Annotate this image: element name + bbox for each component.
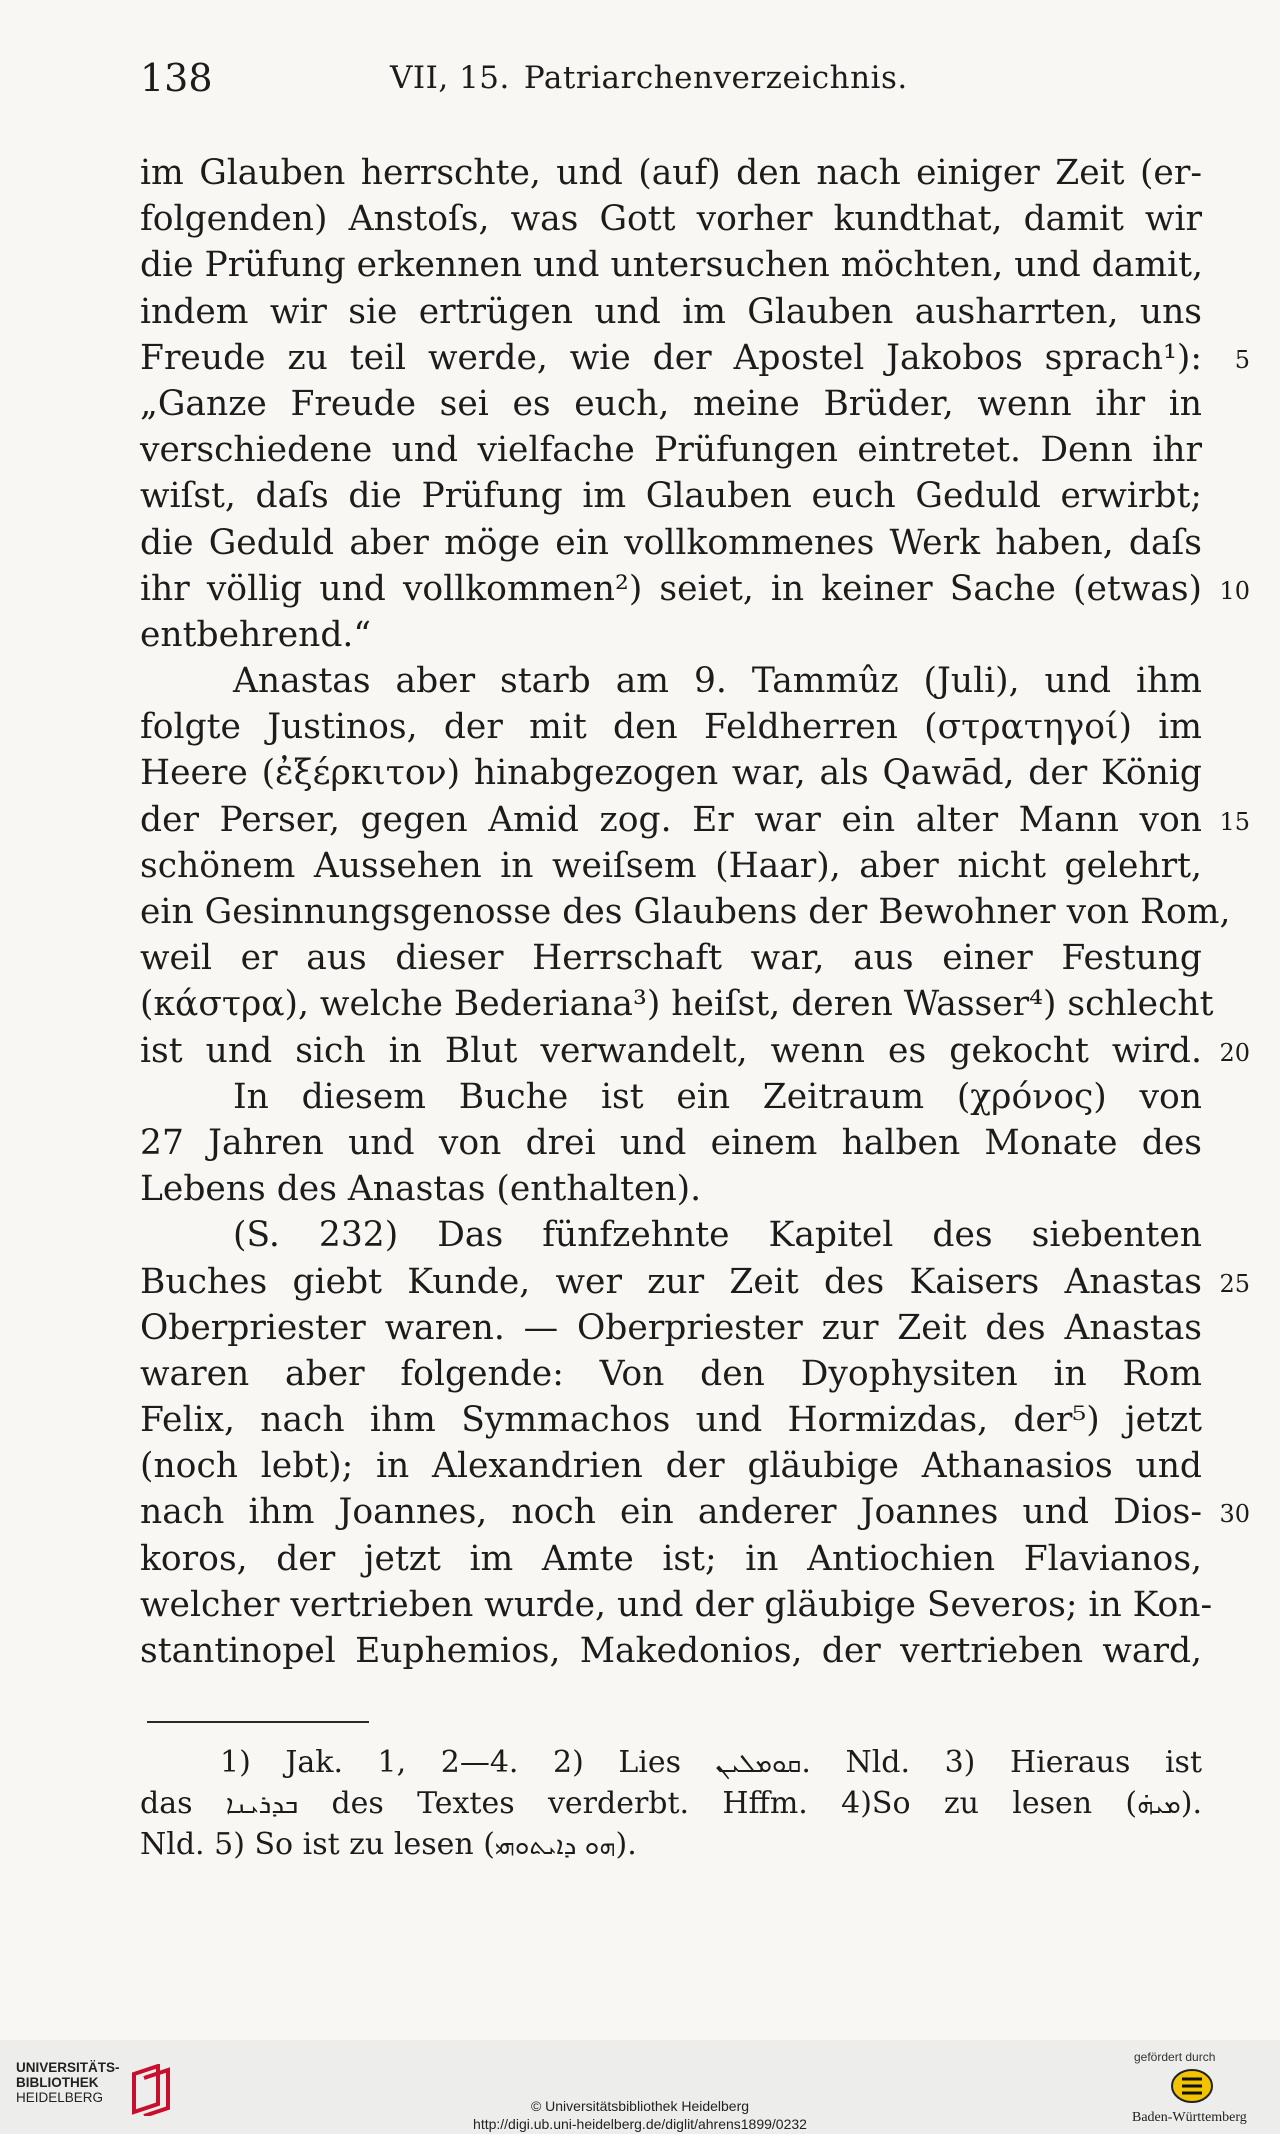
sponsor-block [1120, 2048, 1270, 2132]
line-text: schönem Aussehen in weiſsem (Haar), aber nicht gelehrt, [140, 845, 1202, 886]
sponsor-label: gefördert durch [1134, 2050, 1216, 2064]
text-line [140, 242, 1202, 288]
text-line [140, 981, 1214, 1027]
line-text: Oberpriester waren. — Oberpriester zur Zeit des Anastas [140, 1307, 1202, 1348]
line-text: „Ganze Freude sei es euch, meine Brüder, wenn ihr in [140, 383, 1202, 424]
footnote-rule [147, 1721, 369, 1723]
line-text: die Geduld aber möge ein vollkommenes Werk haben, daſs [140, 522, 1202, 563]
text-line [140, 289, 1202, 335]
line-text: 27 Jahren und von drei und einem halben Monate des [140, 1122, 1202, 1163]
line-text: In diesem Buche ist ein Zeitraum (χρόνος) von [233, 1076, 1202, 1117]
text-line [140, 520, 1202, 566]
line-text: folgte Justinos, der mit den Feldherren (στρατηγοί) im [140, 707, 1202, 748]
running-header [140, 56, 1200, 106]
line-text: welcher vertrieben wurde, und der gläubige Severos; in Kon- [140, 1584, 1213, 1625]
text-line [140, 1212, 1202, 1258]
syriac-word: ܩܘܡܠܝܢ [715, 1749, 802, 1779]
text-line [140, 612, 1202, 658]
permalink[interactable]: http://digi.ub.uni-heidelberg.de/diglit/ahrens1899/0232 [473, 2116, 807, 2132]
line-text: entbehrend.“ [140, 614, 372, 655]
text-line [140, 1536, 1202, 1582]
line-text: folgenden) Anstoſs, was Gott vorher kundthat, damit wir [140, 199, 1202, 240]
chapter-title: Patriarchenverzeichnis. [523, 60, 908, 96]
line-text: ein Gesinnungsgenosse des Glaubens der Bewohner von Rom, [140, 892, 1231, 932]
line-text: waren aber folgende: Von den Dyophysiten in Rom [140, 1353, 1202, 1394]
text-line [140, 1489, 1250, 1535]
text-line [140, 1443, 1202, 1489]
line-number: 15 [1219, 807, 1250, 836]
line-number: 30 [1219, 1500, 1250, 1529]
text-line [140, 1259, 1250, 1305]
line-text: ist und sich in Blut verwandelt, wenn es gekocht wird. [140, 1030, 1202, 1071]
text-line [140, 473, 1202, 519]
text-line [140, 1305, 1202, 1351]
line-text: Anastas aber starb am 9. Tammûz (Juli), und ihm [233, 661, 1202, 702]
text-line [140, 150, 1202, 196]
line-text: ihr völlig und vollkommen²) seiet, in keiner Sache (etwas) [140, 568, 1202, 609]
text-line [140, 1166, 1202, 1212]
text-line [140, 196, 1202, 242]
text-line [140, 1628, 1202, 1674]
line-text: stantinopel Euphemios, Makedonios, der vertrieben ward, [140, 1631, 1202, 1671]
line-text: indem wir sie ertrügen und im Glauben ausharrten, uns [140, 291, 1202, 332]
text-line [140, 1028, 1250, 1074]
text-line [140, 381, 1202, 427]
text-line [140, 704, 1202, 750]
text-line [140, 1351, 1202, 1397]
text-line [140, 1582, 1213, 1628]
text-line [140, 797, 1250, 843]
line-text: wiſst, daſs die Prüfung im Glauben euch Geduld erwirbt; [140, 476, 1202, 517]
line-number: 25 [1219, 1269, 1250, 1298]
text-line [140, 658, 1202, 704]
sponsor-name: Baden-Württemberg [1132, 2110, 1247, 2125]
footnotes [140, 1742, 1202, 1865]
line-text: nach ihm Joannes, noch ein anderer Joannes und Dios- [140, 1492, 1202, 1533]
page-number: 138 [140, 56, 213, 100]
body-text [140, 150, 1250, 1674]
line-text: Lebens des Anastas (enthalten). [140, 1169, 702, 1210]
line-number: 10 [1219, 576, 1250, 605]
text-line [140, 1120, 1202, 1166]
syriac-word: ܒܕܪܝܢܐ [225, 1790, 299, 1820]
section-ref: VII, 15. [390, 60, 510, 96]
text-line [140, 889, 1231, 935]
line-text: die Prüfung erkennen und untersuchen möchten, und damit, [140, 245, 1203, 286]
line-text: im Glauben herrschte, und (auf) den nach einiger Zeit (er- [140, 153, 1202, 193]
copyright-notice: © Universitätsbibliothek Heidelberg [530, 2098, 750, 2114]
line-text: (κάστρα), welche Bederiana³) heiſst, deren Wasser⁴) schlecht [140, 984, 1214, 1025]
footnote-line: das ܒܕܪܝܢܐ des Textes verderbt. Hffm. 4)So zu lesen (ܡܝܗ̇). [140, 1786, 1202, 1821]
library-name: UNIVERSITÄTS- BIBLIOTHEK HEIDELBERG [16, 2060, 120, 2105]
line-text: (S. 232) Das fünfzehnte Kapitel des siebenten [233, 1215, 1202, 1256]
text-line [140, 566, 1250, 612]
line-text: der Perser, gegen Amid zog. Er war ein alter Mann von [140, 799, 1202, 840]
syriac-word: ܗܘ ܕܐܝܬܘܗܝ [494, 1831, 616, 1861]
line-text: koros, der jetzt im Amte ist; in Antiochien Flavianos, [140, 1538, 1202, 1579]
text-line [140, 427, 1202, 473]
line-number: 5 [1234, 345, 1250, 374]
syriac-word: ܡܝܗ̇ [1137, 1790, 1181, 1820]
line-text: (noch lebt); in Alexandrien der gläubige Athanasios und [140, 1446, 1202, 1487]
text-line [140, 750, 1202, 796]
text-line [140, 1074, 1202, 1120]
running-title [390, 60, 908, 96]
text-line [140, 935, 1202, 981]
line-number: 20 [1219, 1038, 1250, 1067]
line-text: Buches giebt Kunde, wer zur Zeit des Kaisers Anastas [140, 1261, 1202, 1302]
text-line [140, 1397, 1202, 1443]
footnote-line: Nld. 5) So ist zu lesen (ܗܘ ܕܐܝܬܘܗܝ). [140, 1827, 637, 1862]
text-line [140, 843, 1202, 889]
footnote-line: 1) Jak. 1, 2—4. 2) Lies ܩܘܡܠܝܢ. Nld. 3) Hieraus ist [220, 1745, 1203, 1780]
line-text: Heere (ἐξέρκιτον) hinabgezogen war, als Qawād, der König [140, 753, 1202, 794]
state-crest-icon [1170, 2068, 1214, 2104]
viewer-footer [0, 2040, 1280, 2134]
line-text: weil er aus dieser Herrschaft war, aus einer Festung [140, 938, 1202, 979]
line-text: verschiedene und vielfache Prüfungen eintretet. Denn ihr [140, 430, 1202, 471]
line-text: Felix, nach ihm Symmachos und Hormizdas, der⁵) jetzt [140, 1400, 1202, 1441]
line-text: Freude zu teil werde, wie der Apostel Jakobos sprach¹): [140, 337, 1202, 378]
text-line [140, 335, 1250, 381]
